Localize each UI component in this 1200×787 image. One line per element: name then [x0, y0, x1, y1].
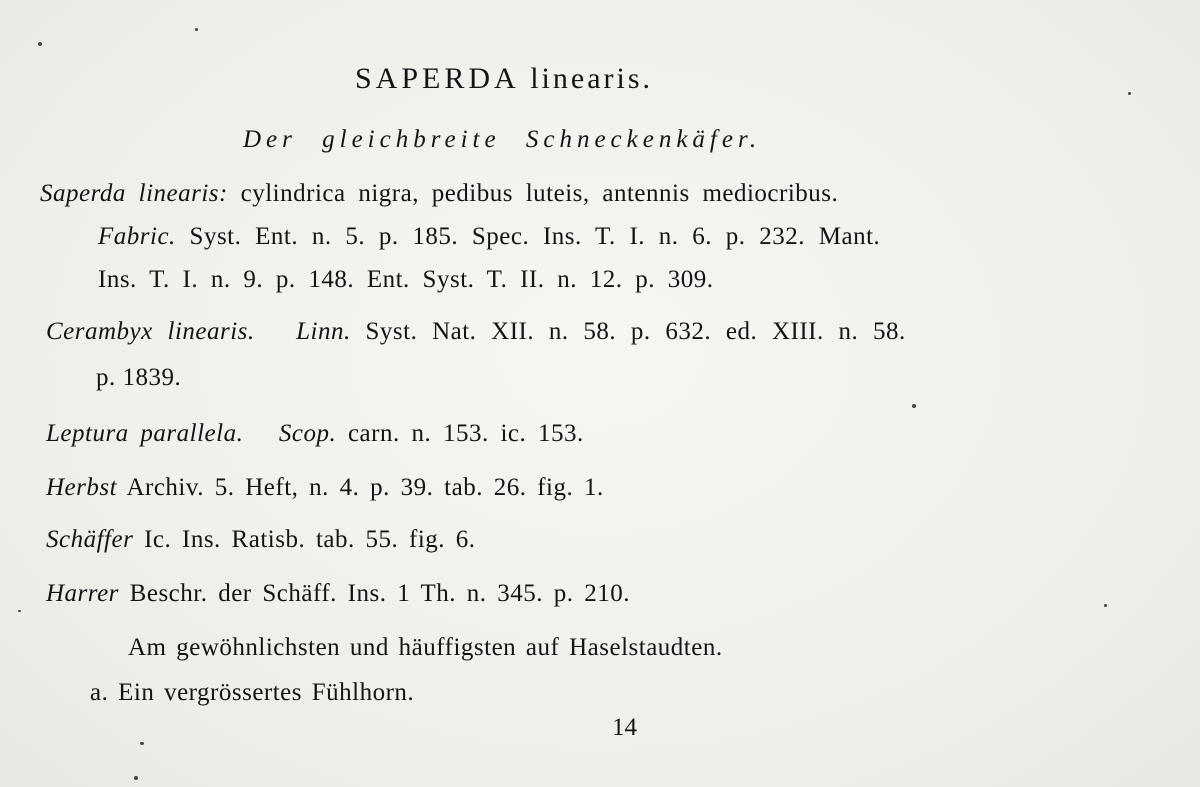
entry-line-3 [98, 266, 714, 294]
page-title [355, 62, 653, 96]
entry-authority: Cerambyx linearis. [46, 318, 255, 345]
paper-speck [912, 404, 916, 408]
entry-authority-secondary: Linn. [296, 318, 351, 345]
entry-line-7 [46, 474, 604, 502]
figure-note: a. Ein vergrössertes Fühlhorn. [90, 679, 415, 706]
paper-speck [1104, 604, 1107, 607]
entry-text: Ins. T. I. n. 9. p. 148. Ent. Syst. T. II. n. 12. p. 309. [98, 266, 714, 293]
paper-speck [195, 28, 198, 31]
entry-authority-secondary: Scop. [278, 420, 337, 447]
entry-text: carn. n. 153. ic. 153. [347, 420, 584, 447]
entry-text: Archiv. 5. Heft, n. 4. p. 39. tab. 26. fig. 1. [126, 474, 604, 501]
entry-text: Syst. Ent. n. 5. p. 185. Spec. Ins. T. I. n. 6. p. 232. Mant. [189, 223, 881, 250]
page-subtitle: Der gleichbreite Schneckenkäfer. [243, 126, 762, 153]
entry-text: Syst. Nat. XII. n. 58. p. 632. ed. XIII. n. 58. [365, 318, 906, 345]
paper-speck [1128, 92, 1131, 95]
entry-text: Ic. Ins. Ratisb. tab. 55. fig. 6. [144, 526, 476, 553]
entry-authority: Saperda linearis: [40, 180, 228, 207]
entry-authority: Harrer [46, 580, 119, 607]
entry-line-5 [96, 364, 181, 392]
entry-authority: Schäffer [46, 526, 134, 553]
entry-line-1 [40, 180, 838, 208]
entry-authority: Leptura parallela. [46, 420, 244, 447]
paper-speck [38, 42, 42, 46]
title-genus: SAPERDA [355, 62, 520, 95]
entry-line-8 [46, 526, 476, 554]
habitat-note: Am gewöhnlichsten und häuffigsten auf Haselstaudten. [128, 634, 723, 661]
entry-text: p. 1839. [96, 364, 182, 391]
entry-text: cylindrica nigra, pedibus luteis, antennis mediocribus. [240, 180, 839, 207]
page-number: 14 [612, 714, 637, 741]
entry-text: Beschr. der Schäff. Ins. 1 Th. n. 345. p. 210. [129, 580, 631, 607]
paper-speck [18, 610, 21, 612]
paper-speck [140, 742, 144, 745]
entry-line-9 [46, 580, 630, 608]
entry-line-6 [46, 420, 584, 448]
paper-speck [134, 776, 138, 780]
entry-authority: Herbst [46, 474, 118, 501]
title-species: linearis. [530, 62, 654, 95]
entry-line-4 [46, 318, 906, 346]
entry-line-2 [98, 223, 880, 251]
entry-authority: Fabric. [98, 223, 176, 250]
